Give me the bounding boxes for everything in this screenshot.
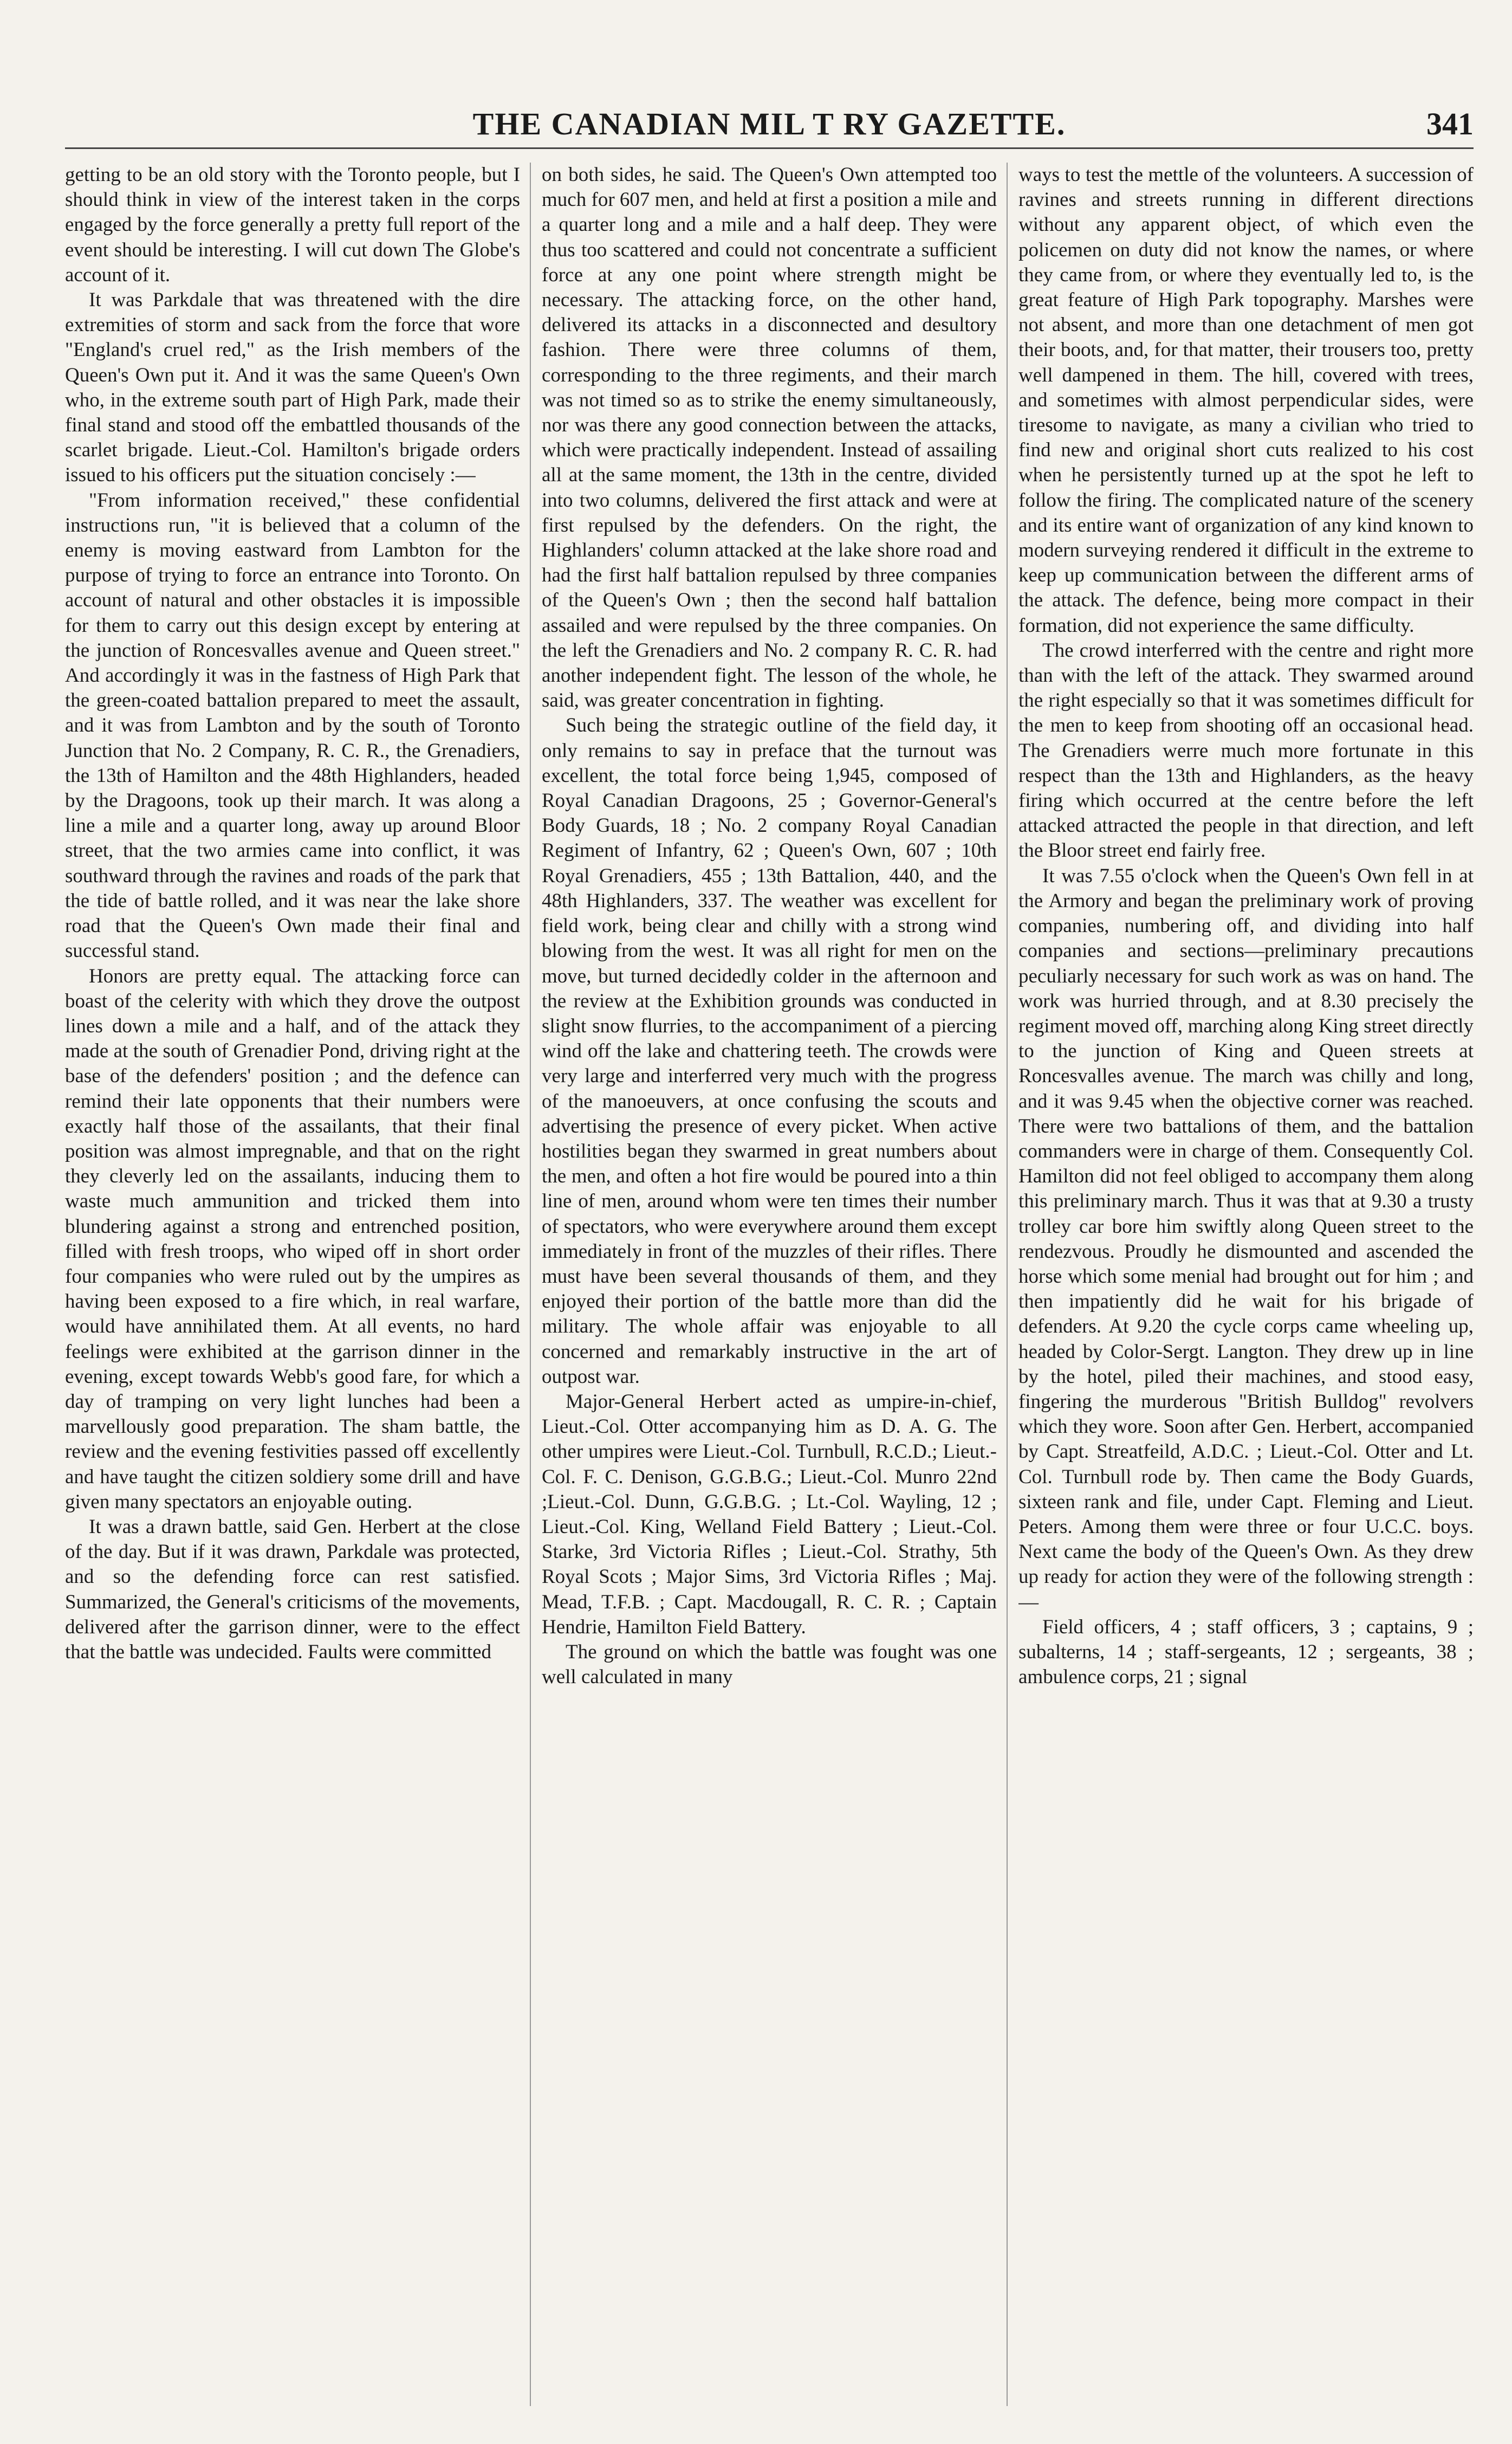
column-2 xyxy=(542,163,997,2417)
page-number: 341 xyxy=(1426,106,1474,141)
column-divider xyxy=(530,163,531,2406)
paragraph: getting to be an old story with the Toronto people, but I should think in view of the interest taken in the corps engaged by the force generally a pretty full report of the event should be interesting. I will cut down The Globe's account of it. xyxy=(65,164,520,286)
paragraph: Field officers, 4 ; staff officers, 3 ; captains, 9 ; subalterns, 14 ; staff-sergeants, 12 ; sergeants, 38 ; ambulence corps, 21 ; signal xyxy=(1018,1615,1474,1689)
paragraph: on both sides, he said. The Queen's Own attempted too much for 607 men, and held at first a position a mile and a quarter long and a mile and a half deep. They were thus too scattered and could not concentrate a sufficient force at any one point where strength might be necessary. The attacking force, on the other hand, delivered its attacks in a disconnected and desultory fashion. There were three columns of them, corresponding to the three regiments, and their march was not timed so as to strike the enemy simultaneously, nor was there any good connection between the attacks, which were practically independent. Instead of assailing all at the same moment, the 13th in the centre, divided into two columns, delivered the first attack and were at first repulsed by the defenders. On the right, the Highlanders' column attacked at the lake shore road and had the first half battalion repulsed by three companies of the Queen's Own ; then the second half battalion assailed and were repulsed by the three companies. On the left the Grenadiers and No. 2 company R. C. R. had another independent fight. The lesson of the whole, he said, was greater concentration in fighting. xyxy=(542,164,997,712)
column-3 xyxy=(1018,163,1474,2417)
paragraph: ways to test the mettle of the volunteers. A succession of ravines and streets running in different directions without any apparent object, of which even the policemen on duty did not know the names, or where they came from, or where they eventually led to, is the great feature of High Park topography. Marshes were not absent, and more than one detachment of men got their boots, and, for that matter, their trousers too, pretty well dampened in them. The hill, covered with trees, and sometimes with almost perpendicular sides, were tiresome to navigate, as many a civilian who tried to find new and original short cuts realized to his cost when he persistently turned up at the spot he left to follow the firing. The complicated nature of the scenery and its entire want of organization of any kind known to modern surveying rendered it difficult in the extreme to keep up communication between the different arms of the attack. The defence, being more compact in their formation, did not experience the same difficulty. xyxy=(1018,164,1474,637)
column-1 xyxy=(65,163,520,2417)
publication-title: THE CANADIAN MIL T RY GAZETTE. xyxy=(472,106,1066,141)
paragraph: The crowd interferred with the centre and right more than with the left of the attack. They swarmed around the right especially so that it was sometimes difficult for the men to keep from shooting off an occasional head. The Grenadiers werre much more fortunate in this respect than the 13th and Highlanders, as the heavy firing which occurred at the centre before the left attacked attracted the people in that direction, and left the Bloor street end fairly free. xyxy=(1018,639,1474,862)
paragraph: It was Parkdale that was threatened with the dire extremities of storm and sack from the force that wore "England's cruel red," as the Irish members of the Queen's Own put it. And it was the same Queen's Own who, in the extreme south part of High Park, made their final stand and stood off the embattled thousands of the scarlet brigade. Lieut.-Col. Hamilton's brigade orders issued to his officers put the situation concisely :— xyxy=(65,289,520,487)
header-rule xyxy=(65,147,1474,149)
paragraph: The ground on which the battle was fought was one well calculated in many xyxy=(542,1640,997,1689)
paragraph: Such being the strategic outline of the field day, it only remains to say in preface that the turnout was excellent, the total force being 1,945, composed of Royal Canadian Dragoons, 25 ; Governor-General's Body Guards, 18 ; No. 2 company Royal Canadian Regiment of Infantry, 62 ; Queen's Own, 607 ; 10th Royal Grenadiers, 455 ; 13th Battalion, 440, and the 48th Highlanders, 337. The weather was excellent for field work, being clear and chilly with a strong wind blowing from the west. It was all right for men on the move, but turned decidedly colder in the afternoon and the review at the Exhibition grounds was conducted in slight snow flurries, to the accompaniment of a piercing wind off the lake and chattering teeth. The crowds were very large and interferred very much with the progress of the manoeuvers, at once confusing the scouts and advertising the presence of every picket. When active hostilities began they swarmed in great numbers about the men, and often a hot fire would be poured into a thin line of men, around whom were ten times their number of spectators, who were everywhere around them except immediately in front of the muzzles of their rifles. There must have been several thousands of them, and they enjoyed their portion of the battle more than did the military. The whole affair was enjoyable to all concerned and remarkably instructive in the art of outpost war. xyxy=(542,714,997,1388)
masthead xyxy=(65,106,1474,144)
paragraph: Major-General Herbert acted as umpire-in-chief, Lieut.-Col. Otter accompanying him as D. A. G. The other umpires were Lieut.-Col. Turnbull, R.C.D.; Lieut.-Col. F. C. Denison, G.G.B.G.; Lieut.-Col. Munro 22nd ;Lieut.-Col. Dunn, G.G.B.G. ; Lt.-Col. Wayling, 12 ; Lieut.-Col. King, Welland Field Battery ; Lieut.-Col. Starke, 3rd Victoria Rifles ; Lieut.-Col. Strathy, 5th Royal Scots ; Major Sims, 3rd Victoria Rifles ; Maj. Mead, T.F.B. ; Capt. Macdougall, R. C. R. ; Captain Hendrie, Hamilton Field Battery. xyxy=(542,1390,997,1638)
column-divider xyxy=(1007,163,1008,2406)
paragraph: It was 7.55 o'clock when the Queen's Own fell in at the Armory and began the preliminary work of proving companies, numbering off, and dividing into half companies and sections—preliminary precautions peculiarly necessary for such work as was on hand. The work was hurried through, and at 8.30 precisely the regiment moved off, marching along King street directly to the junction of King and Queen streets at Roncesvalles avenue. The march was chilly and long, and it was 9.45 when the objective corner was reached. There were two battalions of them, and the battalion commanders were in charge of them. Consequently Col. Hamilton did not feel obliged to accompany them along this preliminary march. Thus it was that at 9.30 a trusty trolley car bore him swiftly along Queen street to the rendezvous. Proudly he dismounted and ascended the horse which some menial had brought out for him ; and then impatiently did he wait for his brigade of defenders. At 9.20 the cycle corps came wheeling up, headed by Color-Sergt. Langton. They drew up in line by the hotel, piled their machines, and stood easy, fingering the murderous "British Bulldog" revolvers which they wore. Soon after Gen. Herbert, accompanied by Capt. Streatfeild, A.D.C. ; Lieut.-Col. Otter and Lt. Col. Turnbull rode by. Then came the Body Guards, sixteen rank and file, under Capt. Fleming and Lieut. Peters. Among them were three or four U.C.C. boys. Next came the body of the Queen's Own. As they drew up ready for action they were of the following strength :— xyxy=(1018,864,1474,1613)
paragraph: "From information received," these confidential instructions run, "it is believed that a column of the enemy is moving eastward from Lambton for the purpose of trying to force an entrance into Toronto. On account of natural and other obstacles it is impossible for them to carry out this design except by entering at the junction of Roncesvalles avenue and Queen street." And accordingly it was in the fastness of High Park that the green-coated battalion prepared to meet the assault, and it was from Lambton and by the south of Toronto Junction that No. 2 Company, R. C. R., the Grenadiers, the 13th of Hamilton and the 48th Highlanders, headed by the Dragoons, took up their march. It was along a line a mile and a quarter long, away up around Bloor street, that the two armies came into conflict, it was southward through the ravines and roads of the park that the tide of battle rolled, and it was near the lake shore road that the Queen's Own made their final and successful stand. xyxy=(65,489,520,962)
paragraph: It was a drawn battle, said Gen. Herbert at the close of the day. But if it was drawn, Parkdale was protected, and so the defending force can rest satisfied. Summarized, the General's criticisms of the movements, delivered after the garrison dinner, were to the effect that the battle was undecided. Faults were committed xyxy=(65,1515,520,1663)
paragraph: Honors are pretty equal. The attacking force can boast of the celerity with which they drove the outpost lines down a mile and a half, and of the attack they made at the south of Grenadier Pond, driving right at the base of the defenders' position ; and the defence can remind their late opponents that their numbers were exactly half those of the assailants, that their final position was almost impregnable, and that on the right they cleverly led on the assailants, inducing them to waste much ammunition and tricked them into blundering against a strong and entrenched position, filled with fresh troops, who wiped off in short order four companies who were ruled out by the umpires as having been exposed to a fire which, in real warfare, would have annihilated them. At all events, no hard feelings were exhibited at the garrison dinner in the evening, except towards Webb's good fare, for which a day of tramping on very light lunches had been a marvellously good preparation. The sham battle, the review and the evening festivities passed off excellently and have taught the citizen soldiery some drill and have given many spectators an enjoyable outing. xyxy=(65,965,520,1513)
